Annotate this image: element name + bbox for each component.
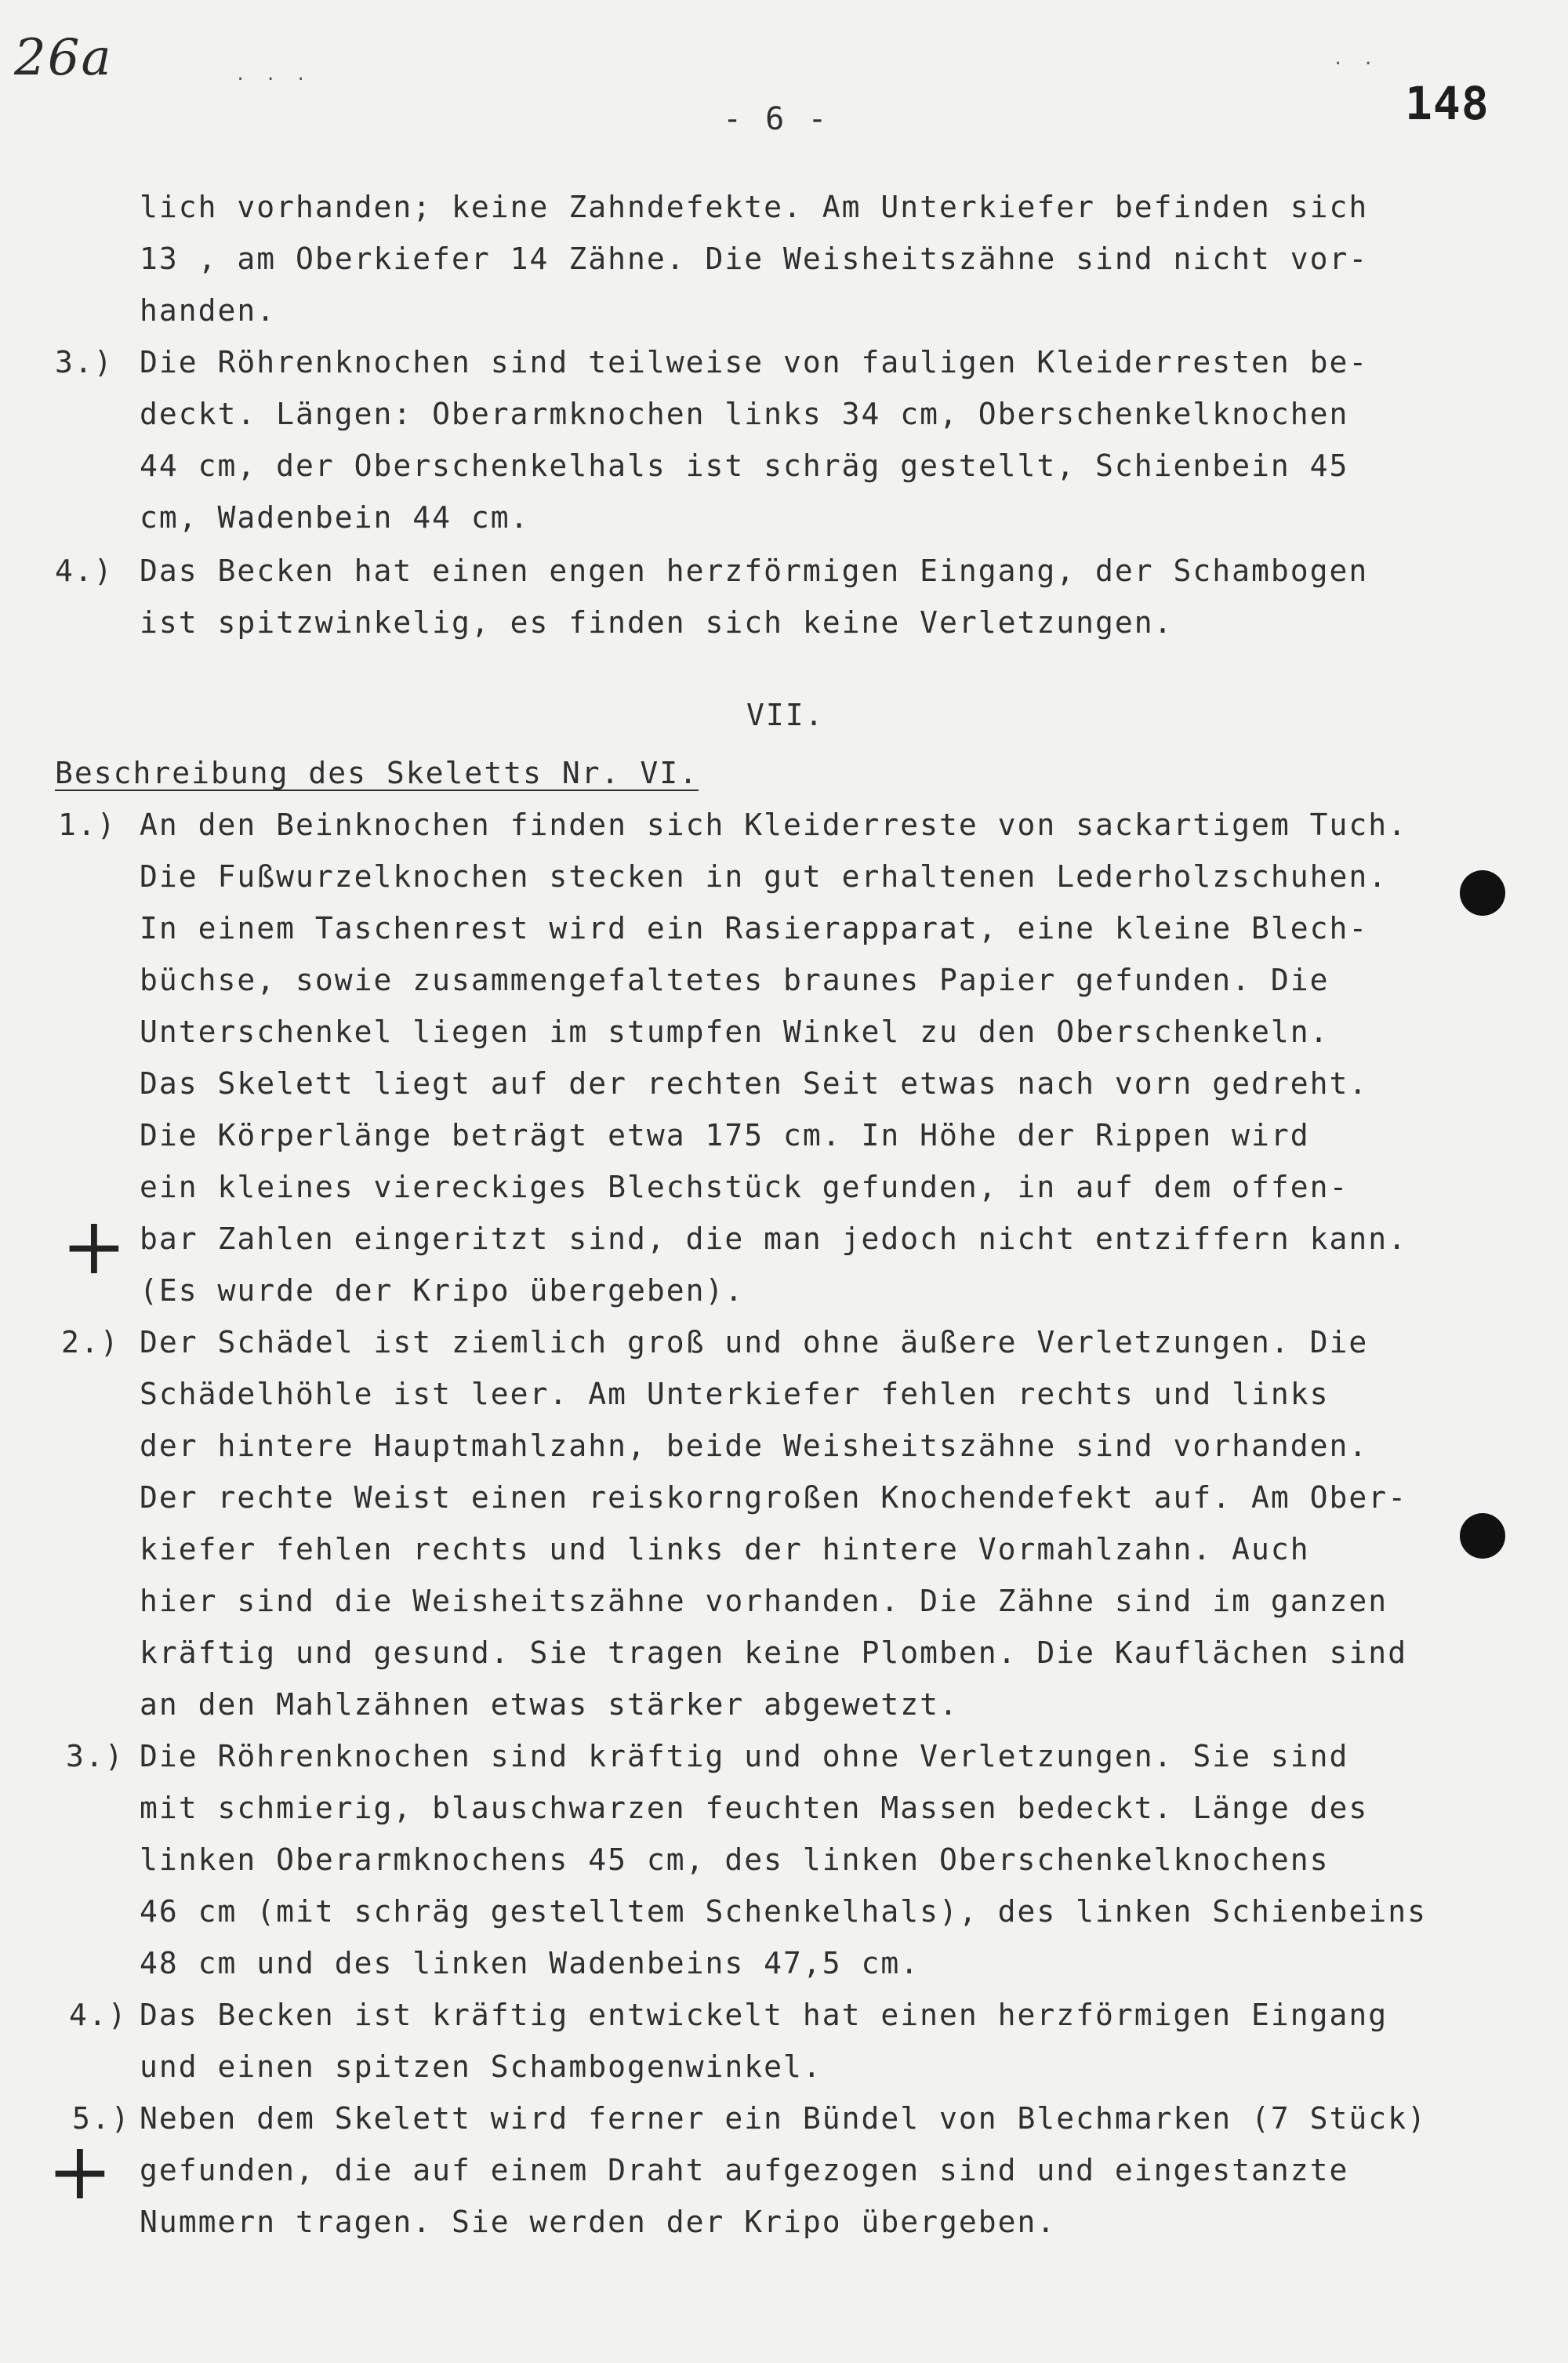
item-number: 4.) (55, 554, 114, 588)
text-line: Neben dem Skelett wird ferner ein Bündel von Blechmarken (7 Stück) (140, 2101, 1427, 2136)
text-line: Nummern tragen. Sie werden der Kripo übergeben. (140, 2205, 1057, 2239)
text-line: linken Oberarmknochens 45 cm, des linken Oberschenkelknochens (140, 1842, 1330, 1877)
item-number: 4.) (69, 1998, 128, 2032)
text-line: 13 , am Oberkiefer 14 Zähne. Die Weisheitszähne sind nicht vor- (140, 241, 1369, 276)
text-line: (Es wurde der Kripo übergeben). (140, 1273, 745, 1308)
text-line: ist spitzwinkelig, es finden sich keine Verletzungen. (140, 605, 1174, 640)
text-line: Die Fußwurzelknochen stecken in gut erhaltenen Lederholzschuhen. (140, 859, 1388, 894)
item-number: 1.) (58, 808, 117, 842)
text-line: ein kleines viereckiges Blechstück gefunden, in auf dem offen- (140, 1170, 1349, 1204)
margin-cross-mark: + (61, 1200, 129, 1292)
text-line: 44 cm, der Oberschenkelhals ist schräg gestellt, Schienbein 45 (140, 448, 1349, 483)
page-number: - 6 - (723, 101, 829, 137)
text-line: kräftig und gesund. Sie tragen keine Plomben. Die Kauflächen sind (140, 1635, 1408, 1670)
item-number: 3.) (66, 1739, 125, 1773)
text-line: und einen spitzen Schambogenwinkel. (140, 2049, 822, 2084)
text-line: Die Röhrenknochen sind kräftig und ohne Verletzungen. Sie sind (140, 1739, 1349, 1773)
text-line: hier sind die Weisheitszähne vorhanden. Die Zähne sind im ganzen (140, 1584, 1388, 1618)
text-line: büchse, sowie zusammengefaltetes braunes Papier gefunden. Die (140, 963, 1330, 997)
punch-hole (1460, 870, 1505, 916)
speck-marks: · · (1333, 54, 1378, 74)
section-numeral: VII. (746, 698, 825, 732)
text-line: der hintere Hauptmahlzahn, beide Weisheitszähne sind vorhanden. (140, 1428, 1369, 1463)
text-line: Das Becken ist kräftig entwickelt hat einen herzförmigen Eingang (140, 1998, 1388, 2032)
text-line: lich vorhanden; keine Zahndefekte. Am Unterkiefer befinden sich (140, 190, 1369, 224)
text-line: An den Beinknochen finden sich Kleiderreste von sackartigem Tuch. (140, 808, 1408, 842)
text-line: Die Körperlänge beträgt etwa 175 cm. In Höhe der Rippen wird (140, 1118, 1310, 1152)
text-line: Unterschenkel liegen im stumpfen Winkel zu den Oberschenkeln. (140, 1015, 1330, 1049)
text-line: deckt. Längen: Oberarmknochen links 34 cm, Oberschenkelknochen (140, 397, 1349, 431)
text-line: an den Mahlzähnen etwas stärker abgewetzt. (140, 1687, 959, 1722)
text-line: gefunden, die auf einem Draht aufgezogen sind und eingestanzte (140, 2153, 1349, 2187)
text-line: 46 cm (mit schräg gestelltem Schenkelhals), des linken Schienbeins (140, 1894, 1427, 1929)
margin-cross-mark: + (47, 2125, 114, 2217)
text-line: handen. (140, 293, 277, 328)
text-line: mit schmierig, blauschwarzen feuchten Massen bedeckt. Länge des (140, 1791, 1369, 1825)
text-line: Das Becken hat einen engen herzförmigen Eingang, der Schambogen (140, 554, 1369, 588)
text-line: In einem Taschenrest wird ein Rasierapparat, eine kleine Blech- (140, 911, 1369, 946)
section-heading: Beschreibung des Skeletts Nr. VI. (55, 756, 699, 790)
folio-number: 148 (1405, 77, 1490, 130)
item-number: 2.) (61, 1325, 120, 1359)
text-line: Das Skelett liegt auf der rechten Seit etwas nach vorn gedreht. (140, 1066, 1369, 1101)
text-line: kiefer fehlen rechts und links der hintere Vormahlzahn. Auch (140, 1532, 1310, 1566)
punch-hole (1460, 1513, 1505, 1559)
text-line: Schädelhöhle ist leer. Am Unterkiefer fehlen rechts und links (140, 1377, 1330, 1411)
item-number: 3.) (55, 345, 114, 379)
text-line: 48 cm und des linken Wadenbeins 47,5 cm. (140, 1946, 920, 1980)
text-line: bar Zahlen eingeritzt sind, die man jedoch nicht entziffern kann. (140, 1221, 1408, 1256)
speck-marks: · · · (235, 70, 311, 89)
handwritten-mark: 26a (14, 29, 113, 87)
text-line: cm, Wadenbein 44 cm. (140, 500, 530, 535)
text-line: Der rechte Weist einen reiskorngroßen Knochendefekt auf. Am Ober- (140, 1480, 1408, 1515)
text-line: Der Schädel ist ziemlich groß und ohne äußere Verletzungen. Die (140, 1325, 1369, 1359)
text-line: Die Röhrenknochen sind teilweise von fauligen Kleiderresten be- (140, 345, 1369, 379)
item-number: 5.) (72, 2101, 131, 2136)
